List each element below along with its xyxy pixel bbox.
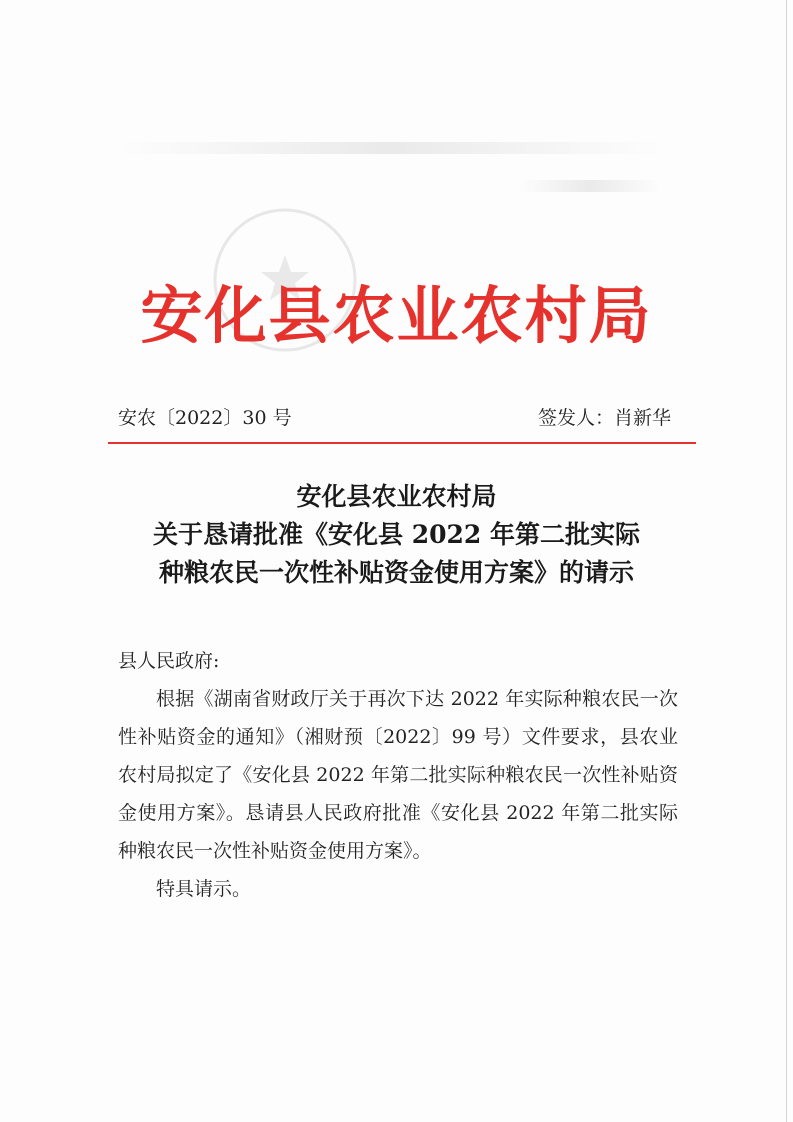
red-separator-rule [108, 442, 696, 444]
document-body [118, 642, 678, 908]
document-title [0, 478, 793, 592]
closing-line: 特具请示。 [156, 878, 252, 900]
issuer-label: 签发人： [537, 407, 614, 429]
title-line-3: 种粮农民一次性补贴资金使用方案》的请示 [158, 558, 634, 587]
issuer-name: 肖新华 [613, 407, 671, 429]
title-line-2: 关于恳请批准《安化县 2022 年第二批实际 [153, 520, 640, 549]
body-paragraph: 根据《湖南省财政厅关于再次下达 2022 年实际种粮农民一次性补贴资金的通知》（湘财预〔2022〕99 号）文件要求，县农业农村局拟定了《安化县 2022 年第二批实际种粮农民一次性补贴资金使用方案》。恳请县人民政府批准《安化县 2022 年第二批实际种粮农民一次性补贴资金使用方案》。 [118, 688, 678, 862]
bleed-through-line [520, 180, 660, 192]
bleed-through-line [120, 142, 660, 154]
document-number: 安农〔2022〕30 号 [118, 407, 292, 429]
salutation: 县人民政府: [118, 650, 220, 672]
organization-header: 安化县农业农村局 [140, 279, 653, 352]
issuer-line [538, 404, 671, 432]
title-line-1: 安化县农业农村局 [296, 482, 497, 511]
